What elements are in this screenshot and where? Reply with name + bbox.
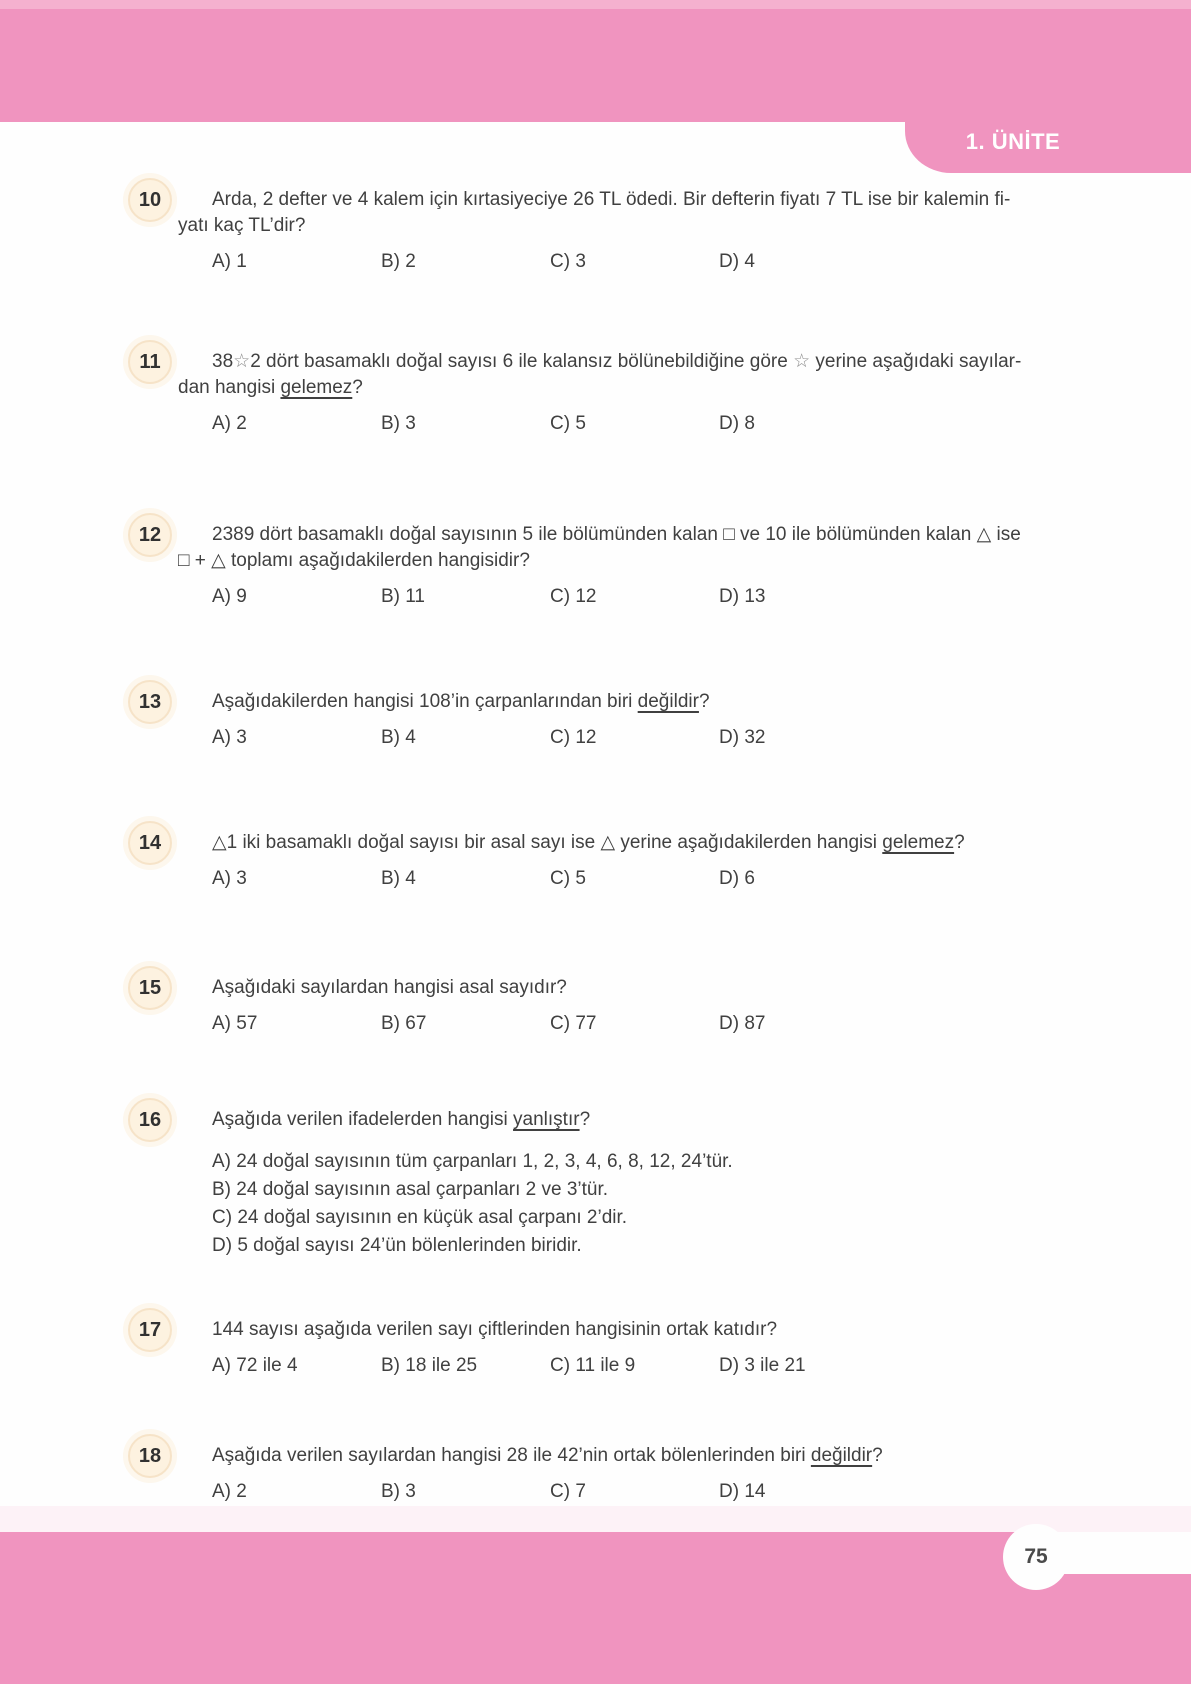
question-text: Aşağıda verilen ifadelerden hangisi yanlıştır? — [212, 1109, 591, 1130]
answer-option: B) 2 — [381, 251, 416, 272]
answer-option: A) 3 — [212, 727, 247, 748]
question-18 — [128, 1443, 1128, 1505]
question-number-badge: 18 — [128, 1434, 172, 1478]
question-16 — [128, 1107, 1128, 1260]
answer-option: B) 3 — [381, 1481, 416, 1502]
question-number-badge: 10 — [128, 178, 172, 222]
question-number-badge: 11 — [128, 340, 172, 384]
question-15 — [128, 975, 1128, 1037]
question-number-badge: 14 — [128, 821, 172, 865]
answer-option: C) 7 — [550, 1481, 586, 1502]
answer-option: D) 13 — [719, 586, 766, 607]
question-options — [212, 1011, 1128, 1037]
question-17 — [128, 1317, 1128, 1379]
question-13 — [128, 689, 1128, 751]
question-options — [212, 411, 1128, 437]
answer-option: D) 6 — [719, 868, 755, 889]
question-options — [212, 866, 1128, 892]
answer-option: B) 18 ile 25 — [381, 1355, 478, 1376]
footer-bar — [0, 1532, 1191, 1684]
answer-option: D) 5 doğal sayısı 24’ün bölenlerinden biridir. — [212, 1235, 582, 1256]
question-number-badge: 15 — [128, 966, 172, 1010]
answer-option: A) 72 ile 4 — [212, 1355, 298, 1376]
answer-option: A) 1 — [212, 251, 247, 272]
answer-option: C) 12 — [550, 586, 597, 607]
question-10 — [128, 187, 1128, 275]
question-number-badge: 12 — [128, 513, 172, 557]
question-number-badge: 17 — [128, 1308, 172, 1352]
answer-option: B) 4 — [381, 727, 416, 748]
answer-option: A) 24 doğal sayısının tüm çarpanları 1, 2, 3, 4, 6, 8, 12, 24’tür. — [212, 1151, 733, 1172]
answer-option: B) 67 — [381, 1013, 427, 1034]
answer-option: B) 24 doğal sayısının asal çarpanları 2 ve 3’tür. — [212, 1179, 609, 1200]
question-text: Aşağıdakilerden hangisi 108’in çarpanlarından biri değildir? — [212, 691, 710, 712]
answer-option: C) 24 doğal sayısının en küçük asal çarpanı 2’dir. — [212, 1207, 628, 1228]
answer-option: A) 9 — [212, 586, 247, 607]
answer-option: D) 8 — [719, 413, 755, 434]
answer-option: B) 3 — [381, 413, 416, 434]
question-text: 2389 dört basamaklı doğal sayısının 5 ile bölümünden kalan □ ve 10 ile bölümünden kalan △ ise □ + △ toplamı aşağıdakilerden hangisidir? — [178, 524, 1021, 571]
answer-option: D) 14 — [719, 1481, 766, 1502]
question-11 — [128, 349, 1128, 437]
answer-option: C) 5 — [550, 413, 586, 434]
answer-option: D) 4 — [719, 251, 755, 272]
answer-option: B) 11 — [381, 586, 426, 607]
footer-blush-strip — [0, 1506, 1191, 1532]
question-text: 38☆2 dört basamaklı doğal sayısı 6 ile kalansız bölünebildiğine göre ☆ yerine aşağıdaki sayılar- dan hangisi gelemez? — [178, 351, 1022, 398]
answer-option: D) 3 ile 21 — [719, 1355, 806, 1376]
unit-tab — [905, 121, 1191, 173]
answer-option: C) 5 — [550, 868, 586, 889]
question-text: Arda, 2 defter ve 4 kalem için kırtasiyeciye 26 TL ödedi. Bir defterin fiyatı 7 TL ise bir kalemin fi- yatı kaç TL’dir? — [178, 189, 1011, 236]
answer-option: D) 87 — [719, 1013, 766, 1034]
question-options — [212, 1148, 1128, 1260]
answer-option: C) 3 — [550, 251, 586, 272]
page-number-badge — [1003, 1524, 1069, 1590]
answer-option: C) 11 ile 9 — [550, 1355, 636, 1376]
header-top-strip — [0, 0, 1191, 9]
question-12 — [128, 522, 1128, 610]
unit-label: 1. ÜNİTE — [965, 129, 1061, 154]
answer-option: C) 77 — [550, 1013, 597, 1034]
question-options — [212, 725, 1128, 751]
question-number-badge: 13 — [128, 680, 172, 724]
answer-option: B) 4 — [381, 868, 416, 889]
question-options — [212, 1479, 1128, 1505]
answer-option: A) 57 — [212, 1013, 258, 1034]
question-text: 144 sayısı aşağıda verilen sayı çiftlerinden hangisinin ortak katıdır? — [212, 1319, 778, 1340]
question-options — [212, 1353, 1128, 1379]
header-bar — [0, 0, 1191, 122]
question-options — [212, 584, 1128, 610]
question-text: Aşağıda verilen sayılardan hangisi 28 ile 42’nin ortak bölenlerinden biri değildir? — [212, 1445, 883, 1466]
answer-option: A) 2 — [212, 1481, 247, 1502]
question-options — [212, 249, 1128, 275]
answer-option: A) 2 — [212, 413, 247, 434]
answer-option: C) 12 — [550, 727, 597, 748]
question-text: Aşağıdaki sayılardan hangisi asal sayıdır? — [212, 977, 567, 998]
question-text: △1 iki basamaklı doğal sayısı bir asal sayı ise △ yerine aşağıdakilerden hangisi gelemez? — [212, 832, 965, 853]
question-14 — [128, 830, 1128, 892]
answer-option: A) 3 — [212, 868, 247, 889]
page-number: 75 — [1024, 1545, 1048, 1568]
question-number-badge: 16 — [128, 1098, 172, 1142]
answer-option: D) 32 — [719, 727, 766, 748]
